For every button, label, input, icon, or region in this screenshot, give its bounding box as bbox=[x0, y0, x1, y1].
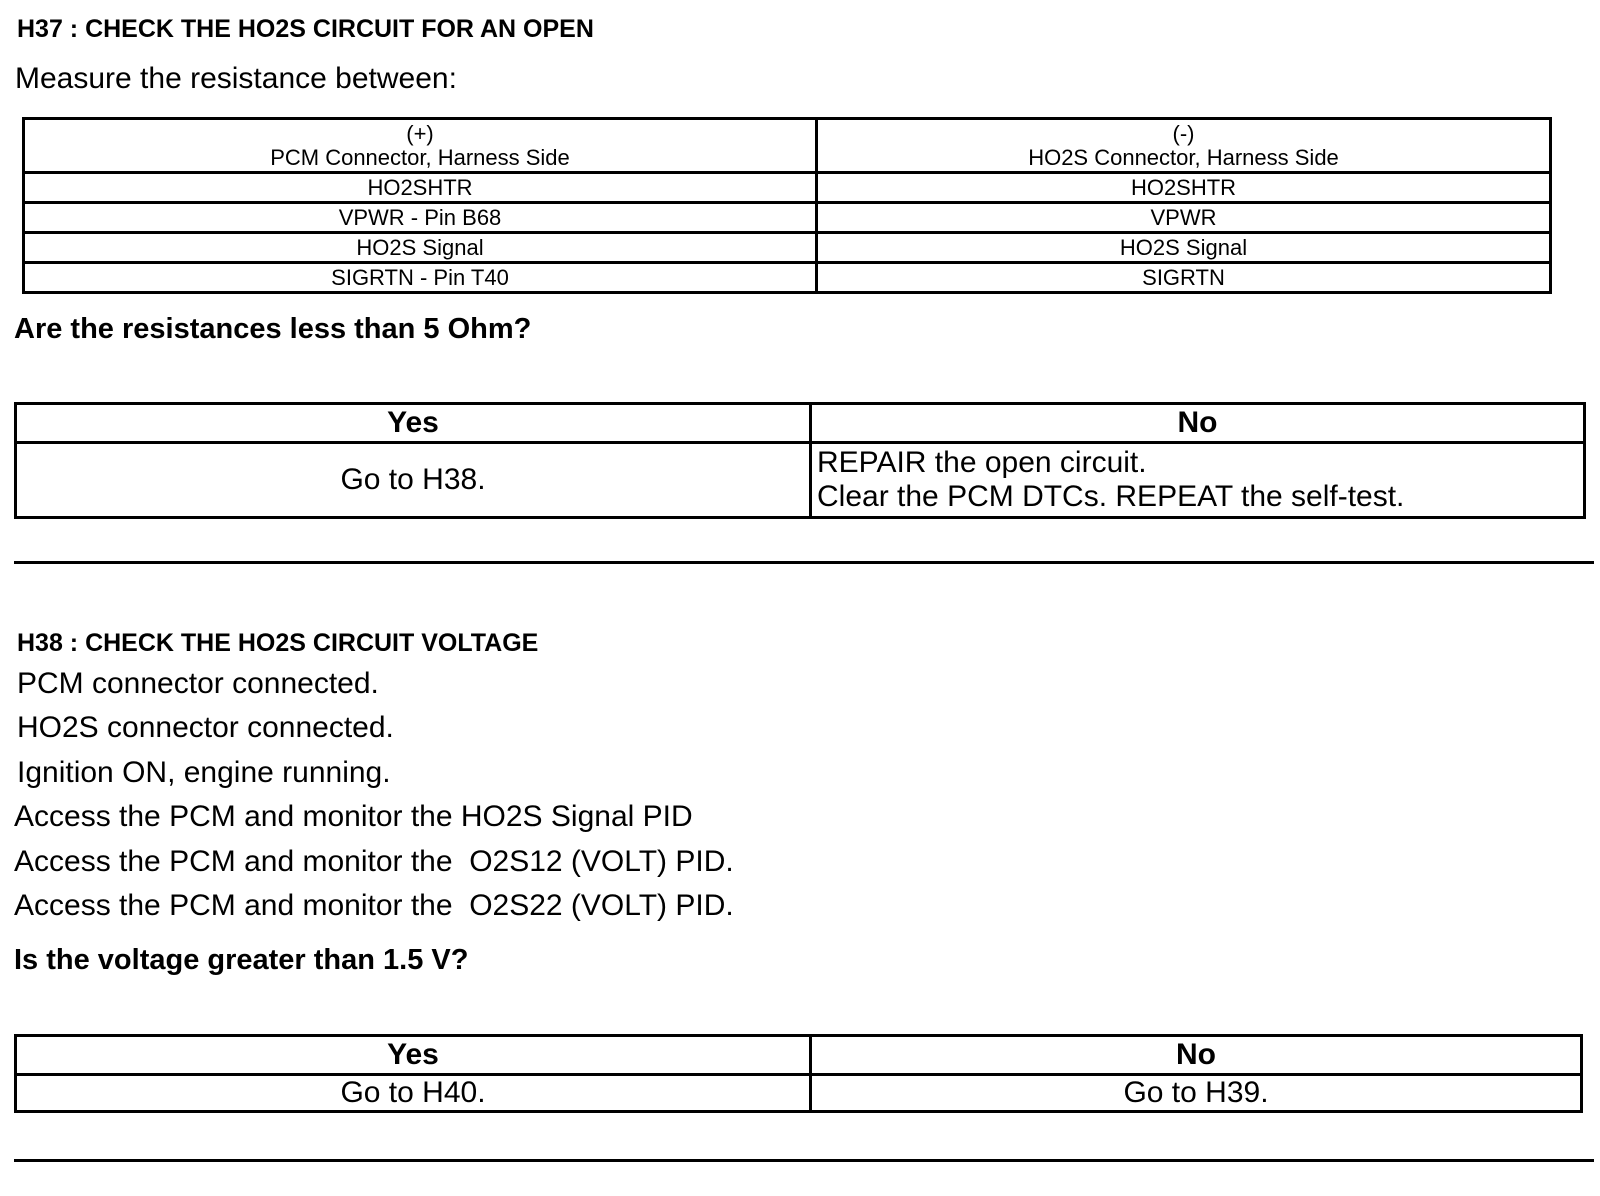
answer-row bbox=[16, 1075, 1582, 1112]
no-header: No bbox=[811, 404, 1585, 443]
h37-answer-table bbox=[14, 402, 1586, 519]
pcm-connector-header bbox=[24, 119, 817, 173]
yes-header: Yes bbox=[16, 1036, 811, 1075]
ho2s-connector-label: HO2S Connector, Harness Side bbox=[1028, 144, 1339, 170]
section-divider bbox=[14, 561, 1594, 564]
h38-question: Is the voltage greater than 1.5 V? bbox=[14, 944, 469, 976]
h38-answer-table bbox=[14, 1034, 1583, 1113]
h38-step-4: Access the PCM and monitor the HO2S Signal PID bbox=[14, 800, 693, 833]
ho2s-pin-cell: SIGRTN bbox=[817, 263, 1551, 293]
no-action: Go to H39. bbox=[811, 1075, 1582, 1112]
h38-step-2: HO2S connector connected. bbox=[17, 711, 394, 744]
section-divider bbox=[14, 1159, 1594, 1162]
no-action-line-2: Clear the PCM DTCs. REPEAT the self-test. bbox=[817, 480, 1405, 513]
table-header-row bbox=[24, 119, 1551, 173]
pcm-pin-cell: HO2S Signal bbox=[24, 233, 817, 263]
ho2s-pin-cell: VPWR bbox=[817, 203, 1551, 233]
resistance-measurement-table bbox=[22, 117, 1552, 294]
yes-header: Yes bbox=[16, 404, 811, 443]
h38-step-5: Access the PCM and monitor the O2S12 (VOLT) PID. bbox=[14, 845, 734, 878]
plus-sign-label: (+) bbox=[406, 120, 434, 146]
table-row bbox=[24, 203, 1551, 233]
pcm-connector-label: PCM Connector, Harness Side bbox=[270, 144, 570, 170]
table-row bbox=[24, 263, 1551, 293]
yes-action: Go to H38. bbox=[16, 443, 811, 518]
h37-intro: Measure the resistance between: bbox=[15, 62, 457, 95]
pcm-pin-cell: SIGRTN - Pin T40 bbox=[24, 263, 817, 293]
minus-sign-label: (-) bbox=[1172, 120, 1195, 146]
ho2s-pin-cell: HO2SHTR bbox=[817, 173, 1551, 203]
pcm-pin-cell: VPWR - Pin B68 bbox=[24, 203, 817, 233]
ho2s-pin-cell: HO2S Signal bbox=[817, 233, 1551, 263]
yes-action: Go to H40. bbox=[16, 1075, 811, 1112]
h38-step-3: Ignition ON, engine running. bbox=[17, 756, 391, 789]
no-action-line-1: REPAIR the open circuit. bbox=[817, 446, 1147, 479]
h37-question: Are the resistances less than 5 Ohm? bbox=[14, 313, 532, 345]
no-action bbox=[811, 443, 1585, 518]
h37-title: H37 : CHECK THE HO2S CIRCUIT FOR AN OPEN bbox=[17, 15, 594, 43]
answer-row bbox=[16, 443, 1585, 518]
table-row bbox=[24, 233, 1551, 263]
h38-title: H38 : CHECK THE HO2S CIRCUIT VOLTAGE bbox=[17, 629, 539, 657]
pcm-pin-cell: HO2SHTR bbox=[24, 173, 817, 203]
answer-header-row bbox=[16, 404, 1585, 443]
ho2s-connector-header bbox=[817, 119, 1551, 173]
h38-step-6: Access the PCM and monitor the O2S22 (VOLT) PID. bbox=[14, 889, 734, 922]
no-header: No bbox=[811, 1036, 1582, 1075]
answer-header-row bbox=[16, 1036, 1582, 1075]
table-row bbox=[24, 173, 1551, 203]
h38-step-1: PCM connector connected. bbox=[17, 667, 379, 700]
